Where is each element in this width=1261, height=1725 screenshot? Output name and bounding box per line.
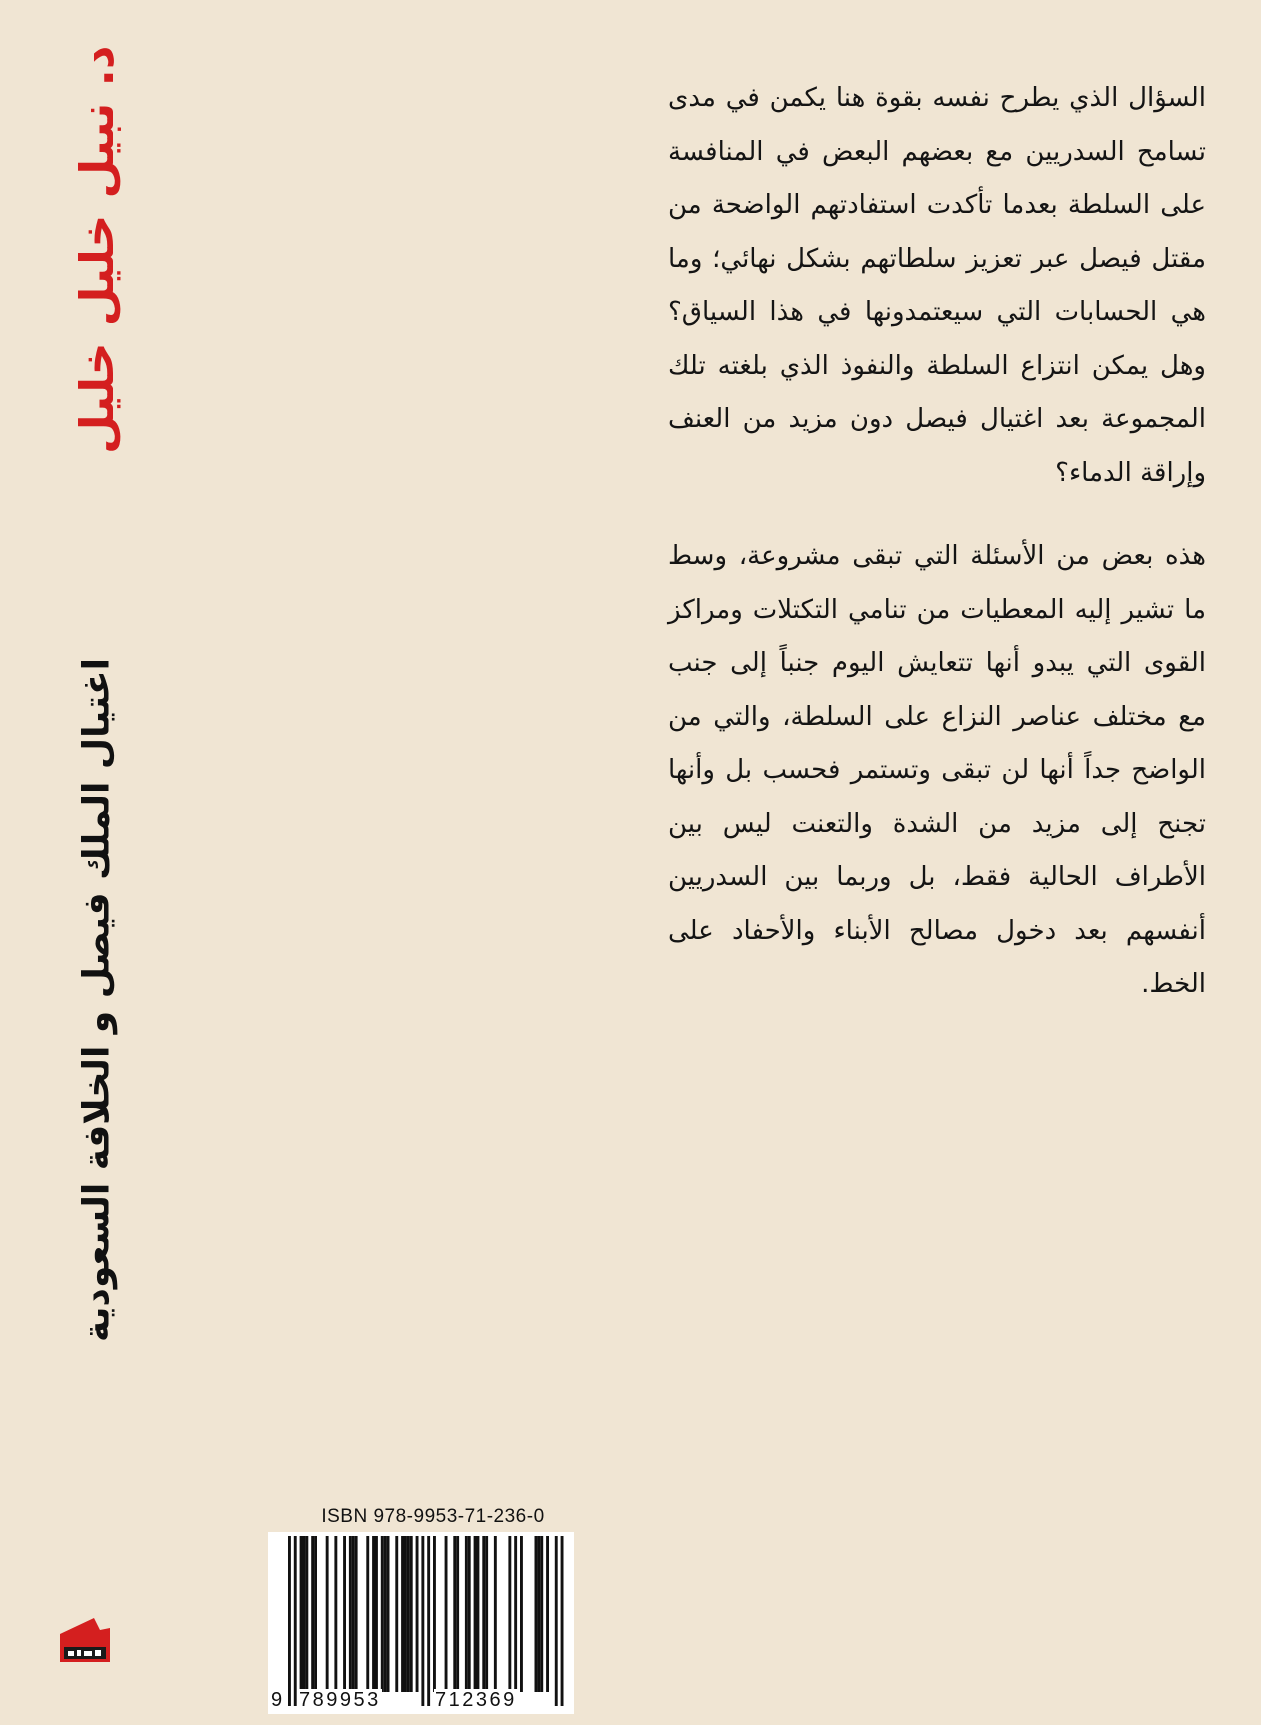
- barcode: [268, 1532, 574, 1714]
- back-cover-blurb: [668, 72, 1206, 1012]
- barcode-bar: [352, 1536, 355, 1692]
- barcode-bar: [366, 1536, 369, 1692]
- isbn-label: ISBN 978-9953-71-236-0: [321, 1506, 545, 1527]
- barcode-bar: [540, 1536, 543, 1692]
- barcode-bar: [343, 1536, 346, 1692]
- barcode-bar: [561, 1536, 564, 1706]
- barcode-bar: [334, 1536, 337, 1692]
- blurb-paragraph-2: هذه بعض من الأسئلة التي تبقى مشروعة، وسط ما تشير إليه المعطيات من تنامي التكتلات ومراكز القوى التي يبدو أنها تتعايش اليوم جنباً إلى جنب مع مختلف عناصر النزاع على السلطة، والتي من الواضح جداً أنها لن تبقى وتستمر فحسب بل وأنها تجنح إلى مزيد من الشدة والتعنت ليس بين الأطراف الحالية فقط، بل وربما بين السدريين أنفسهم بعد دخول مصالح الأبناء والأحفاد على الخط.: [668, 541, 1206, 999]
- barcode-bar: [355, 1536, 358, 1692]
- barcode-bar: [314, 1536, 317, 1692]
- spine-author-name: د. نبيل خليل خليل: [70, 45, 124, 455]
- barcode-bar: [401, 1536, 404, 1692]
- barcode-bar: [485, 1536, 488, 1692]
- barcode-bar: [456, 1536, 459, 1692]
- barcode-bar: [384, 1536, 387, 1692]
- barcode-bars: [268, 1532, 574, 1714]
- barcode-bar: [477, 1536, 480, 1692]
- barcode-bar: [404, 1536, 407, 1692]
- barcode-bar: [294, 1536, 297, 1706]
- barcode-bar: [433, 1536, 436, 1692]
- barcode-bar: [453, 1536, 456, 1692]
- barcode-bar: [445, 1536, 448, 1692]
- barcode-digit-first: 9: [271, 1689, 283, 1711]
- barcode-bar: [416, 1536, 419, 1692]
- barcode-bar: [468, 1536, 471, 1692]
- barcode-bar: [535, 1536, 538, 1692]
- barcode-bar: [508, 1536, 511, 1692]
- barcode-bar: [482, 1536, 485, 1692]
- barcode-bar: [372, 1536, 375, 1692]
- barcode-bar: [520, 1536, 523, 1692]
- barcode-bar: [395, 1536, 398, 1692]
- spine-book-title: اغتيال الملك فيصل و الخلافة السعودية: [76, 658, 118, 1342]
- barcode-bar: [494, 1536, 497, 1692]
- barcode-bar: [465, 1536, 468, 1692]
- barcode-bar: [474, 1536, 477, 1692]
- barcode-bar: [326, 1536, 329, 1692]
- barcode-bar: [546, 1536, 549, 1692]
- barcode-bar: [349, 1536, 352, 1692]
- barcode-bar: [514, 1536, 517, 1692]
- barcode-bar: [427, 1536, 430, 1706]
- barcode-bar: [288, 1536, 291, 1706]
- barcode-bar: [305, 1536, 308, 1692]
- barcode-bar: [387, 1536, 390, 1692]
- barcode-bar: [555, 1536, 558, 1706]
- barcode-bar: [303, 1536, 306, 1692]
- barcode-bar: [410, 1536, 413, 1692]
- blurb-paragraph-1: السؤال الذي يطرح نفسه بقوة هنا يكمن في مدى تسامح السدريين مع بعضهم البعض في المنافسة على السلطة بعدما تأكدت استفادتهم الواضحة من مقتل فيصل عبر تعزيز سلطاتهم بشكل نهائي؛ وما هي الحسابات التي سيعتمدونها في هذا السياق؟ وهل يمكن انتزاع السلطة والنفوذ الذي بلغته تلك المجموعة بعد اغتيال فيصل دون مزيد من العنف وإراقة الدماء؟: [668, 83, 1206, 488]
- barcode-bar: [311, 1536, 314, 1692]
- barcode-bar: [381, 1536, 384, 1692]
- publisher-logo: [54, 1614, 116, 1666]
- barcode-bar: [421, 1536, 424, 1706]
- barcode-digits-right: 712369: [435, 1689, 517, 1711]
- barcode-digits: [268, 1689, 574, 1713]
- barcode-digits-left: 789953: [299, 1689, 381, 1711]
- barcode-bar: [407, 1536, 410, 1692]
- barcode-bar: [375, 1536, 378, 1692]
- publisher-logo-icon: [54, 1614, 116, 1666]
- barcode-bar: [537, 1536, 540, 1692]
- barcode-bar: [300, 1536, 303, 1692]
